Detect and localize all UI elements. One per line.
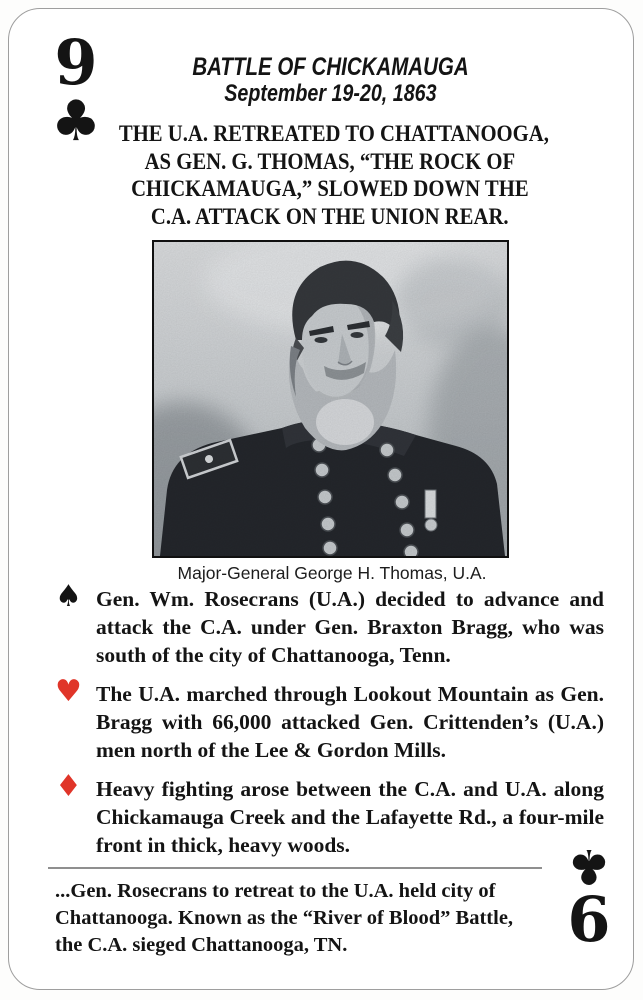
fact-text: The U.A. marched through Lookout Mountain as Gen. Bragg with 66,000 attacked Gen. Crittenden’s (U.A.) men north of the Lee & Gordon Mills. — [96, 682, 604, 762]
battle-summary — [95, 120, 565, 230]
portrait-caption: Major-General George H. Thomas, U.A. — [177, 563, 487, 583]
corner-index-bottom-right — [556, 838, 622, 957]
summary-line: C.A. ATTACK ON THE UNION REAR. — [151, 203, 509, 229]
spade-suit-icon: ♠ — [55, 579, 82, 614]
diamond-suit-icon: ♦ — [55, 769, 82, 804]
heart-suit-icon: ♥ — [55, 674, 82, 709]
card-rank-bottom: 6 — [567, 883, 611, 957]
club-suit-icon: ♣ — [50, 88, 102, 154]
summary-line: CHICKAMAUGA,” SLOWED DOWN THE — [131, 176, 529, 201]
portrait-engraving — [154, 242, 507, 556]
footer-text: ...Gen. Rosecrans to retreat to the U.A. held city of Chattanooga. Known as the “River of Blood” Battle, the C.A. sieged Chattanooga, TN. — [55, 880, 514, 956]
summary-line: AS GEN. G. THOMAS, “THE ROCK OF — [144, 148, 516, 174]
card-header — [95, 54, 565, 230]
fact-item — [52, 674, 604, 764]
fact-list — [52, 579, 604, 870]
battle-date: September 19-20, 1863 — [223, 80, 437, 107]
fact-item — [52, 579, 604, 669]
fact-item — [52, 769, 604, 859]
battle-title: BATTLE OF CHICKAMAUGA — [191, 53, 469, 81]
fact-text: Gen. Wm. Rosecrans (U.A.) decided to advance and attack the C.A. under Gen. Braxton Bragg, who was south of the city of Chattanooga, Tenn. — [96, 587, 604, 667]
portrait-image — [152, 240, 509, 558]
club-suit-icon-inverted: ♣ — [567, 838, 611, 895]
fact-text: Heavy fighting arose between the C.A. and U.A. along Chickamauga Creek and the Lafayette Rd., a four-mile front in thick, heavy woods. — [96, 777, 604, 857]
card-rank-top: 9 — [54, 26, 98, 99]
footer-divider — [48, 867, 542, 869]
summary-line: THE U.A. RETREATED TO CHATTANOOGA, — [118, 121, 549, 146]
